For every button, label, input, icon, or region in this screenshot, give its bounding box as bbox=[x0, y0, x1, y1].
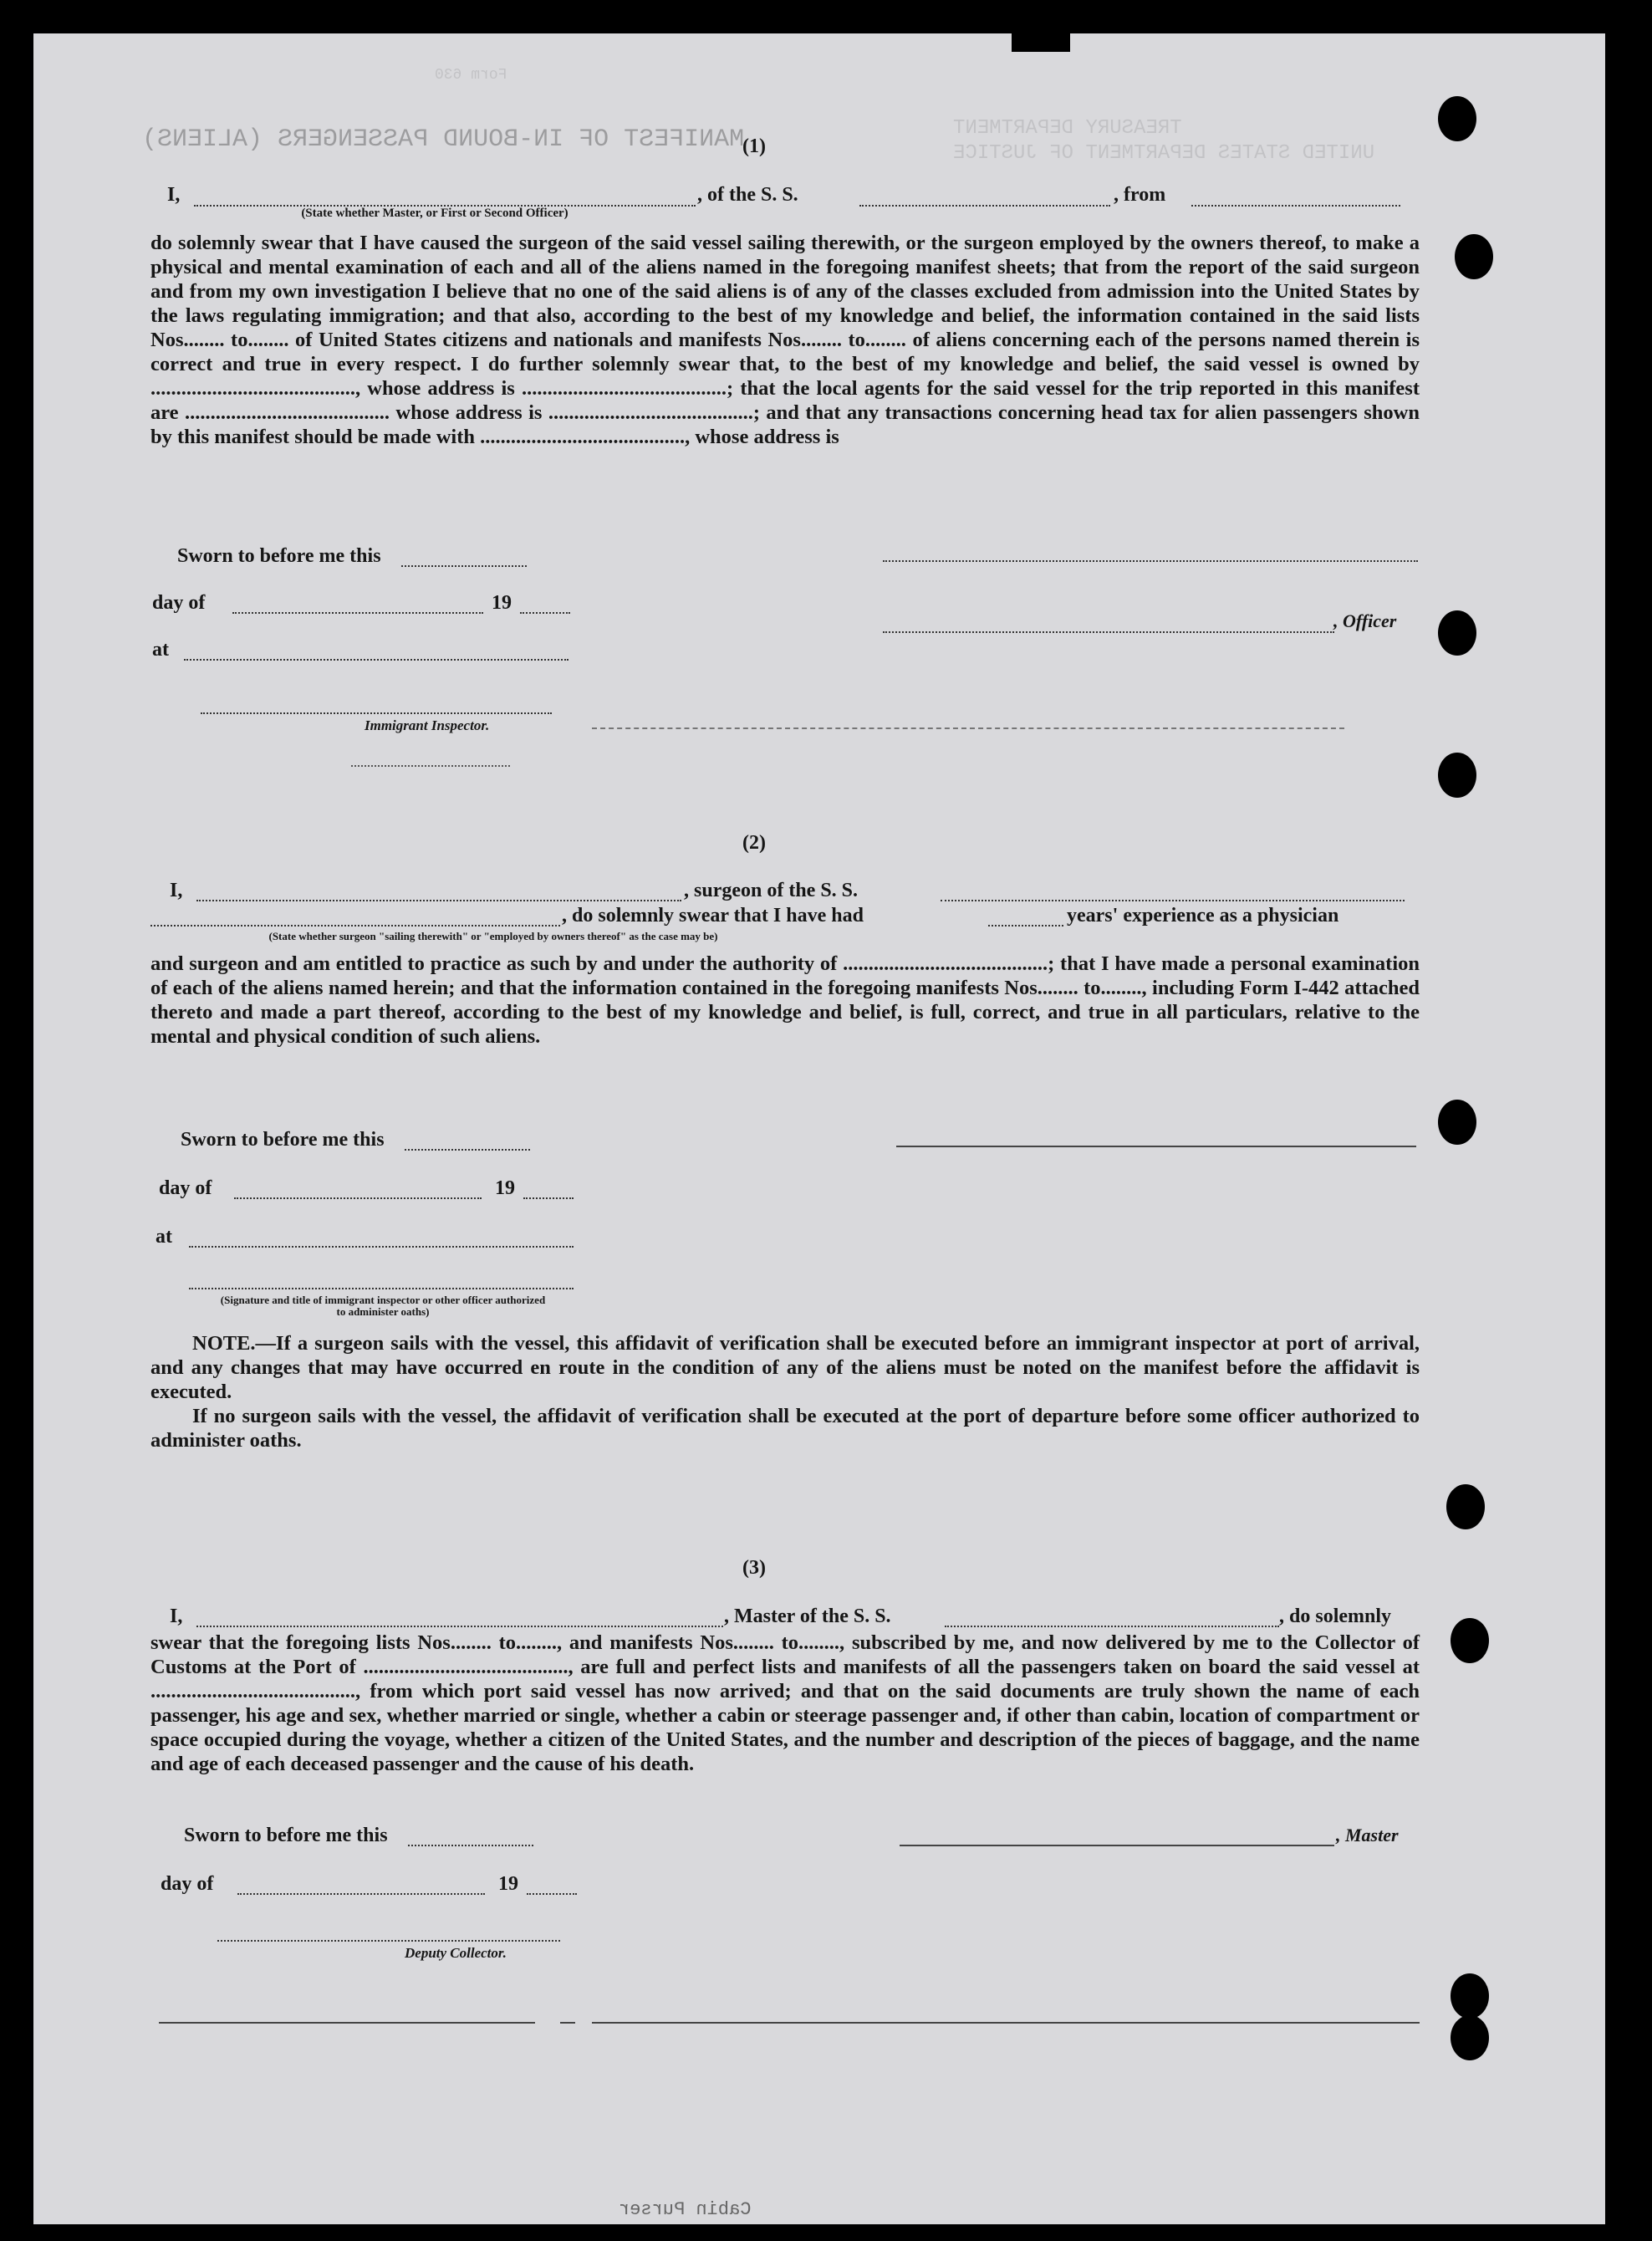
s1-from: , from bbox=[1114, 184, 1166, 206]
binder-hole bbox=[1451, 1618, 1489, 1663]
s3-sworn-label: Sworn to before me this bbox=[184, 1825, 388, 1846]
s3-vessel-line bbox=[945, 1626, 1279, 1627]
binder-hole bbox=[1438, 753, 1476, 798]
section-1-number: (1) bbox=[742, 135, 766, 157]
s2-vessel-line bbox=[941, 900, 1405, 901]
s2-surgeon-of: , surgeon of the S. S. bbox=[684, 880, 859, 901]
s1-day-line bbox=[232, 612, 483, 614]
s3-year-line bbox=[527, 1893, 577, 1895]
s2-status-line bbox=[150, 925, 560, 927]
s2-name-line bbox=[196, 900, 681, 901]
bottom-line-mid bbox=[560, 2022, 575, 2024]
s1-year-line bbox=[520, 612, 570, 614]
s2-year-line bbox=[523, 1197, 574, 1199]
s1-of-ss: , of the S. S. bbox=[697, 184, 798, 206]
s3-body: swear that the foregoing lists Nos........ to........, and manifests Nos........ to........, subscribed by me, and now delivered by me to the Collector of Customs at the Port of ........................................, are full and perfect lists and manifests of all the passengers taken on board the said vessel at ........................................, from which port said vessel has now arrived; and that on the said documents are truly shown the name of each passenger, his age and sex, whether married or single, whether a cabin or steerage passenger and, if other than cabin, location of compartment or space occupied during the voyage, whether a citizen of the United States, and the number and description of the pieces of baggage, and the name and age of each deceased passenger and the cause of his death. bbox=[150, 1631, 1420, 1775]
bleed-through-text: UNITED STATES DEPARTMENT OF JUSTICE bbox=[953, 142, 1375, 165]
s3-master-label: , Master bbox=[1336, 1825, 1399, 1845]
binder-hole bbox=[1455, 234, 1493, 279]
binder-hole bbox=[1451, 1973, 1489, 2019]
s2-years-line bbox=[988, 925, 1063, 927]
s1-caption: (State whether Master, or First or Second Officer) bbox=[301, 207, 569, 220]
s3-deputy-caption: Deputy Collector. bbox=[405, 1945, 507, 1961]
s1-day-label: day of bbox=[152, 592, 206, 614]
bleed-through-text: MANIFEST OF IN-BOUND PASSENGERS (ALIENS) bbox=[142, 125, 745, 154]
s1-inspector-sig-line bbox=[201, 712, 552, 714]
s2-sworn-label: Sworn to before me this bbox=[181, 1129, 385, 1151]
s2-at-label: at bbox=[156, 1226, 172, 1248]
s2-at-line bbox=[189, 1246, 574, 1248]
section-3-number: (3) bbox=[742, 1557, 766, 1579]
bleed-through-text: Form 630 bbox=[435, 67, 507, 84]
s1-sworn-label: Sworn to before me this bbox=[177, 545, 381, 567]
s3-do-solemnly: , do solemnly bbox=[1279, 1605, 1392, 1627]
s2-sworn-line bbox=[405, 1149, 530, 1151]
s2-line2-end: years' experience as a physician bbox=[1067, 905, 1339, 927]
s1-left-line bbox=[351, 765, 510, 767]
s2-signature-line bbox=[896, 1146, 1416, 1147]
s1-side-line bbox=[592, 727, 1344, 729]
s2-caption: (State whether surgeon "sailing therewith" or "employed by owners thereof" as the case may be) bbox=[268, 930, 718, 942]
s1-body: do solemnly swear that I have caused the surgeon of the said vessel sailing therewith, or the surgeon employed by the owners thereof, to make a physical and mental examination of each and all of the aliens named in the foregoing manifest sheets; that from the report of the said surgeon and from my own investigation I believe that no one of the said aliens is of any of the classes excluded from admission into the United States by the laws regulating immigration; and that also, according to the best of my knowledge and belief, the information contained in the said lists Nos........ to........ of United States citizens and nationals and manifests Nos........ to........ of aliens concerning each of the persons named therein is correct and true in every respect. I do further solemnly swear that, to the best of my knowledge and belief, the said vessel is owned by ........................................, whose address is ........................................; that the local agents for the said vessel for the trip reported in this manifest are ........................................ whose address is ........................................; and that any transactions concerning head tax for alien passengers shown by this manifest should be made with ........................................, whose address is bbox=[150, 232, 1420, 448]
s2-body: and surgeon and am entitled to practice as such by and under the authority of ........................................; that I have made a personal examination of each of the aliens named herein; and that the information contained in the foregoing manifests Nos........ to........, including Form I-442 attached thereto and made a part thereof, according to the best of my knowledge and belief, is full, correct, and true in all particulars, relative to the mental and physical condition of such aliens. bbox=[150, 952, 1420, 1048]
s3-year: 19 bbox=[498, 1873, 518, 1895]
s2-inspector-sig-line bbox=[189, 1288, 574, 1289]
top-notch bbox=[1012, 33, 1070, 52]
s1-officer-label: , Officer bbox=[1333, 610, 1397, 631]
s3-master-sig-line bbox=[900, 1845, 1334, 1846]
s1-sworn-line bbox=[401, 565, 527, 567]
section-2-number: (2) bbox=[742, 832, 766, 854]
s3-sworn-line bbox=[408, 1845, 533, 1846]
s2-line2-mid: , do solemnly swear that I have had bbox=[562, 905, 864, 927]
s1-from-line bbox=[1191, 205, 1400, 207]
s3-day-label: day of bbox=[161, 1873, 214, 1895]
s1-vessel-line bbox=[859, 205, 1110, 207]
s3-master-of: , Master of the S. S. bbox=[724, 1605, 891, 1627]
bleed-through-text: TREASURY DEPARTMENT bbox=[953, 117, 1182, 140]
s1-signature-line bbox=[883, 560, 1418, 562]
s1-year: 19 bbox=[492, 592, 512, 614]
s2-i-label: I, bbox=[170, 880, 183, 901]
s1-i-label: I, bbox=[167, 184, 181, 206]
s2-year: 19 bbox=[495, 1177, 515, 1199]
binder-hole bbox=[1438, 610, 1476, 656]
s3-deputy-sig-line bbox=[217, 1940, 560, 1942]
bottom-bleed-text: Cabin Purser bbox=[619, 2199, 752, 2220]
s2-sig-caption: (Signature and title of immigrant inspector or other officer authorized to administer oaths) bbox=[220, 1294, 546, 1318]
s1-officer-line bbox=[883, 631, 1334, 633]
s3-i-label: I, bbox=[170, 1605, 183, 1627]
s3-name-line bbox=[196, 1626, 723, 1627]
binder-hole bbox=[1446, 1484, 1485, 1529]
s1-at-label: at bbox=[152, 639, 169, 661]
bottom-line-left bbox=[159, 2022, 535, 2024]
s2-day-label: day of bbox=[159, 1177, 212, 1199]
binder-hole bbox=[1438, 96, 1476, 141]
binder-hole bbox=[1451, 2015, 1489, 2060]
s3-day-line bbox=[237, 1893, 485, 1895]
binder-hole bbox=[1438, 1100, 1476, 1145]
s1-inspector-caption: Immigrant Inspector. bbox=[365, 717, 490, 733]
s1-at-line bbox=[184, 659, 569, 661]
manifest-page bbox=[33, 33, 1605, 2224]
bottom-line-right bbox=[592, 2022, 1420, 2024]
s2-notes: NOTE.—If a surgeon sails with the vessel, this affidavit of verification shall be executed before an immigrant inspector at port of arrival, and any changes that may have occurred en route in the condition of any of the aliens must be noted on the manifest before the affidavit is executed. If no surgeon sails with the vessel, the affidavit of verification shall be executed at the port of departure before some officer authorized to administer oaths. bbox=[150, 1332, 1420, 1452]
s2-day-line bbox=[234, 1197, 482, 1199]
